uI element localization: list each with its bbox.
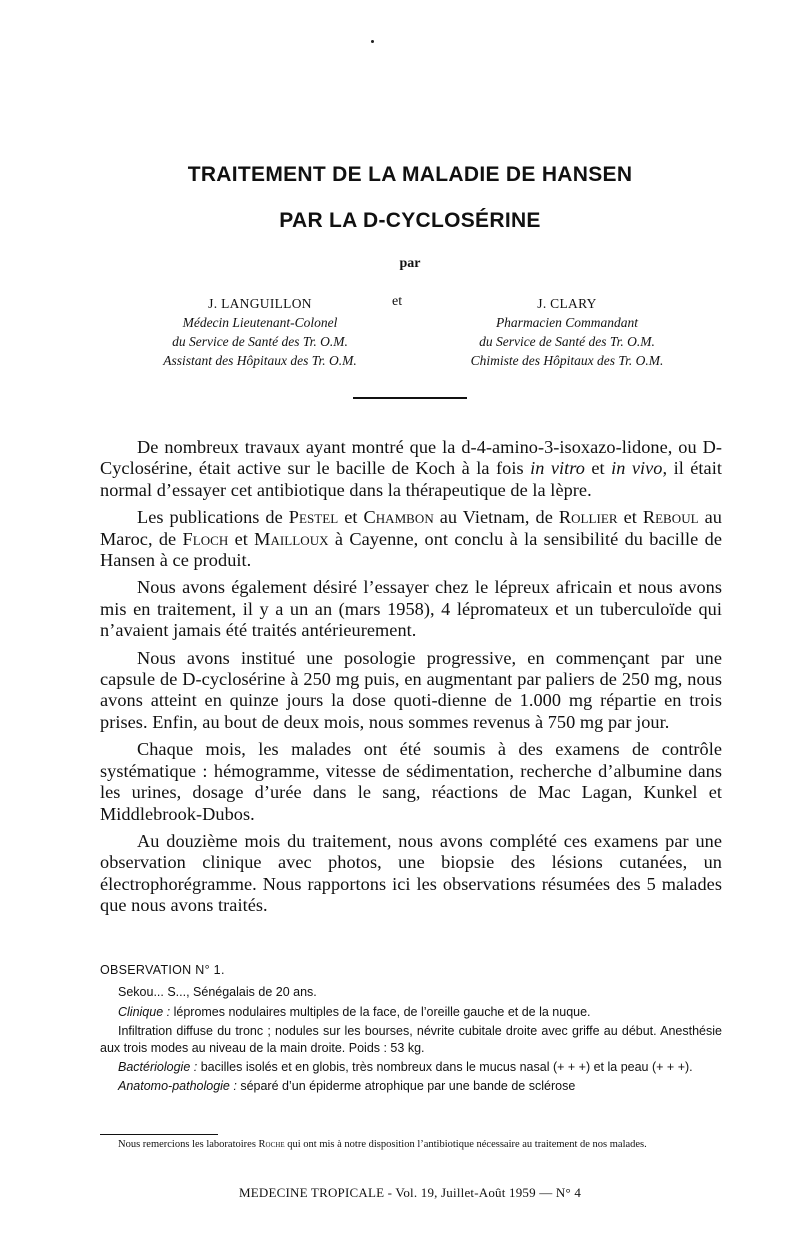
and-label: et [392, 294, 403, 309]
article-body [100, 437, 722, 923]
text: et [617, 507, 643, 528]
footnote-rule [100, 1134, 218, 1135]
observation-infiltration: Infiltration diffuse du tronc ; nodules sur les bourses, névrite cubitale droite avec griffe au début. Anesthésie aux trois modes au niveau de la main droite. Poids : 53 kg. [100, 1024, 722, 1055]
author-role: Médecin Lieutenant-Colonel [182, 315, 338, 330]
author-ref: Rollier [558, 507, 618, 528]
text: et [228, 528, 255, 549]
author-ref: Pestel [288, 507, 339, 528]
author-role: Assistant des Hôpitaux des Tr. O.M. [163, 353, 357, 368]
footnote [100, 1138, 722, 1151]
author-clary [422, 294, 712, 370]
text: De nombreux travaux ayant montré que la d-4-amino-3-isoxazo-lidone, ou D-Cyclosérine, était active sur le bacille de Koch à la fois [100, 437, 722, 479]
field-label: Clinique : [118, 1004, 171, 1019]
paragraph-2 [100, 507, 722, 571]
text: il était normal d’essayer cet antibiotique dans la thérapeutique de la lèpre. [100, 458, 722, 500]
author-languillon [115, 294, 405, 370]
paragraph-4: Nous avons institué une posologie progressive, en commençant par une capsule de D-cyclosérine à 250 mg puis, en augmentant par paliers de 250 mg, nous avons atteint en quinze jours la dose quoti-dienne de 1.000 mg répartie en trois prises. Enfin, au bout de deux mois, nous sommes revenus à 750 mg par jour. [100, 647, 722, 732]
italic-text: in vitro [530, 458, 585, 479]
author-name: J. CLARY [537, 296, 597, 311]
observation-section [100, 962, 722, 1098]
text: Nous remercions les laboratoires [118, 1139, 259, 1150]
text: et [338, 507, 364, 528]
by-label: par [399, 256, 421, 271]
author-role: Chimiste des Hôpitaux des Tr. O.M. [470, 353, 664, 368]
journal-footer: MEDECINE TROPICALE - Vol. 19, Juillet-Août 1959 — N° 4 [238, 1185, 582, 1200]
field-text: séparé d’un épiderme atrophique par une bande de sclérose [236, 1079, 576, 1094]
author-ref: Mailloux [254, 528, 329, 549]
text: et [584, 458, 612, 479]
title-divider [353, 397, 467, 399]
author-role: du Service de Santé des Tr. O.M. [479, 334, 655, 349]
text: qui ont mis à notre disposition l’antibiotique nécessaire au traitement de nos malades. [284, 1139, 647, 1150]
author-ref: Chambon [363, 507, 434, 528]
company-name: Roche [258, 1139, 285, 1150]
author-ref: Floch [182, 528, 229, 549]
observation-clinique [100, 1004, 722, 1020]
text: Les publications de [137, 507, 289, 528]
article-title-line2: PAR LA D-CYCLOSÉRINE [279, 209, 541, 232]
author-role: Pharmacien Commandant [495, 315, 639, 330]
italic-text: in vivo, [611, 458, 668, 479]
paragraph-1 [100, 437, 722, 501]
text: au Vietnam, de [433, 507, 559, 528]
field-label: Anatomo-pathologie : [118, 1079, 237, 1094]
field-text: bacilles isolés et en globis, très nombreux dans le mucus nasal (+ + +) et la peau (+ + +). [197, 1060, 693, 1075]
text: au Maroc, de [100, 507, 722, 549]
observation-anatomo [100, 1078, 722, 1094]
observation-bacteriologie [100, 1059, 722, 1075]
observation-heading: OBSERVATION N° 1. [100, 963, 225, 977]
author-name: J. LANGUILLON [208, 296, 312, 311]
observation-patient: Sekou... S..., Sénégalais de 20 ans. [118, 985, 317, 1000]
author-role: du Service de Santé des Tr. O.M. [172, 334, 348, 349]
text: à Cayenne, ont conclu à la sensibilité du bacille de Hansen à ce produit. [100, 528, 722, 571]
field-text: lépromes nodulaires multiples de la face, de l’oreille gauche et de la nuque. [170, 1004, 591, 1019]
paragraph-6: Au douzième mois du traitement, nous avons complété ces examens par une observation clinique avec photos, une biopsie des lésions cutanées, un électrophorégramme. Nous rapportons ici les observations résumées des 5 malades que nous avons traités. [100, 830, 722, 916]
author-ref: Reboul [642, 507, 699, 528]
article-title-line1: TRAITEMENT DE LA MALADIE DE HANSEN [187, 163, 633, 186]
paragraph-3: Nous avons également désiré l’essayer chez le lépreux africain et nous avons mis en traitement, il y a un an (mars 1958), 4 lépromateux et un tuberculoïde qui n’avaient jamais été traités antérieurement. [100, 577, 722, 641]
print-speck [371, 40, 374, 43]
paragraph-5: Chaque mois, les malades ont été soumis à des examens de contrôle systématique : hémogramme, vitesse de sédimentation, recherche d’albumine dans les urines, dosage d’urée dans le sang, réactions de Mac Lagan, Kunkel et Middlebrook-Dubos. [100, 739, 722, 824]
field-label: Bactériologie : [118, 1060, 198, 1075]
